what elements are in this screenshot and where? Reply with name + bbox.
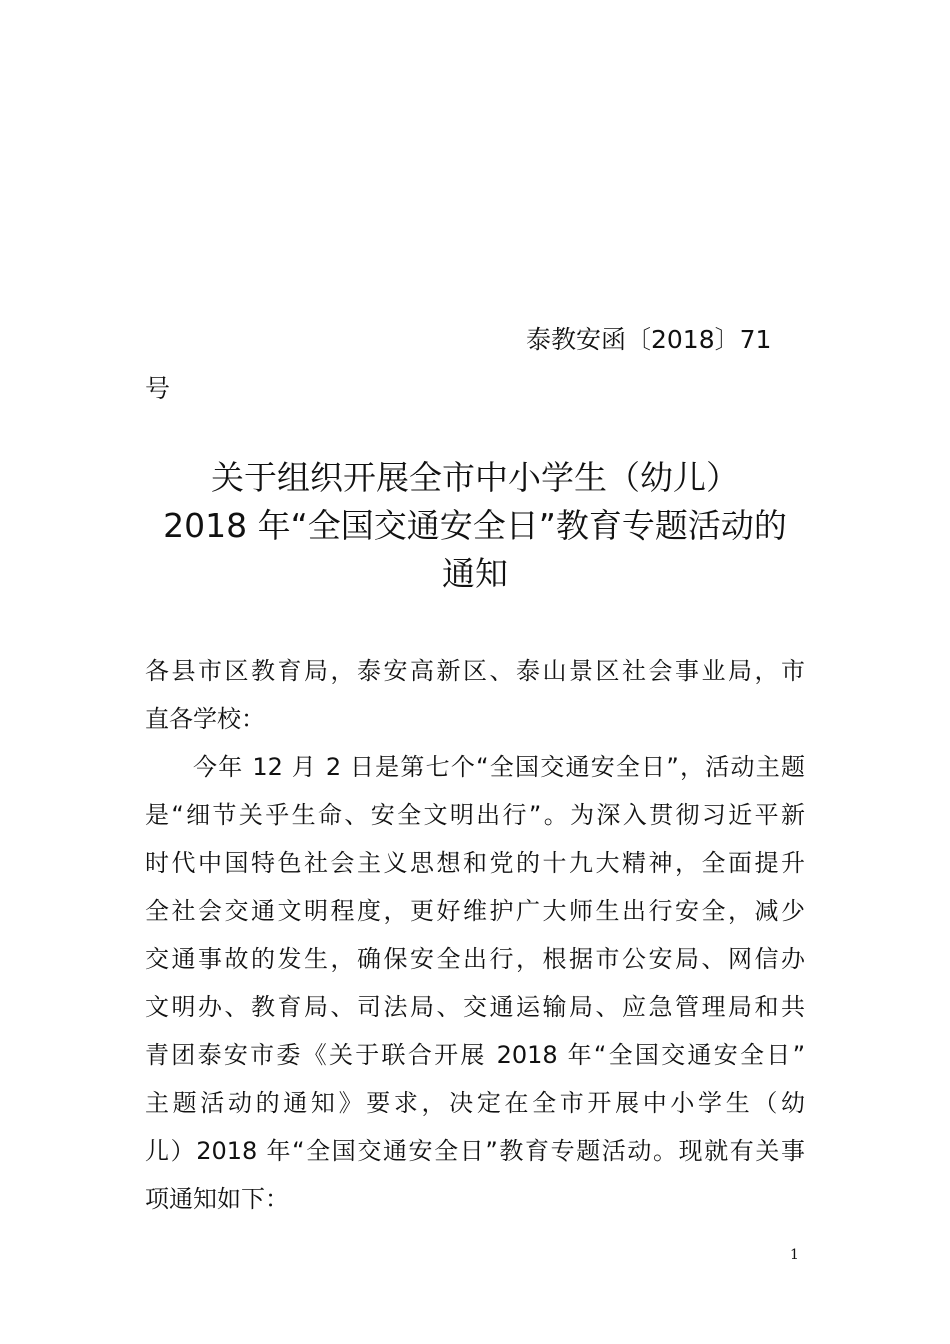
body-line: 项通知如下： <box>145 1185 289 1213</box>
body-line: 主题活动的通知》要求，决定在全市开展中小学生（幼 <box>145 1089 805 1117</box>
body-line: 文明办、教育局、司法局、交通运输局、应急管理局和共 <box>145 993 805 1021</box>
addressee-line-1: 各县市区教育局，泰安高新区、泰山景区社会事业局，市 <box>145 657 805 685</box>
body-line: 儿）2018 年“全国交通安全日”教育专题活动。现就有关事 <box>145 1137 805 1165</box>
body-line: 全社会交通文明程度，更好维护广大师生出行安全，减少 <box>145 897 805 925</box>
body-line: 交通事故的发生，确保安全出行，根据市公安局、网信办 <box>145 945 805 973</box>
notice-title-line-2: 2018 年“全国交通安全日”教育专题活动的 <box>163 506 787 545</box>
body-line: 今年 12 月 2 日是第七个“全国交通安全日”，活动主题 <box>193 753 805 781</box>
body-line: 青团泰安市委《关于联合开展 2018 年“全国交通安全日” <box>145 1041 805 1069</box>
page-number: 1 <box>790 1247 799 1263</box>
body-line: 时代中国特色社会主义思想和党的十九大精神，全面提升 <box>145 849 805 877</box>
notice-title-line-3: 通知 <box>442 554 508 593</box>
addressee-line-2: 直各学校： <box>145 705 265 733</box>
notice-title-line-1: 关于组织开展全市中小学生（幼儿） <box>211 458 739 497</box>
document-number: 泰教安函〔2018〕71 <box>526 325 772 354</box>
body-line: 是“细节关乎生命、安全文明出行”。为深入贯彻习近平新 <box>145 801 805 829</box>
document-number-suffix: 号 <box>145 374 171 403</box>
